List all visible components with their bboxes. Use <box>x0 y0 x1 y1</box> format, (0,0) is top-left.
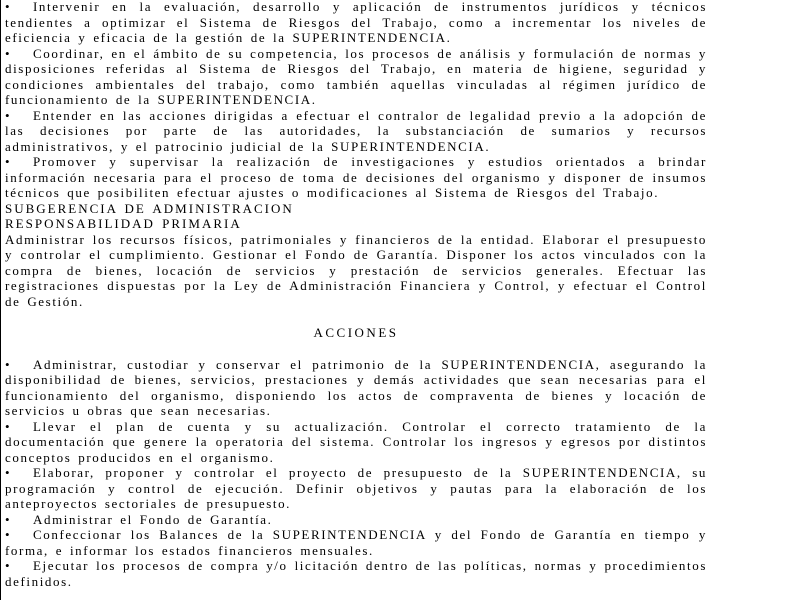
intro-item-text: Entender en las acciones dirigidas a efectuar el contralor de legalidad previo a la adopción de las decisiones por parte de las autoridades, la substanciación de sumarios y recursos administrativos, y el patrocinio judicial de la SUPERINTENDENCIA. <box>5 107 707 154</box>
accion-item-text: Administrar, custodiar y conservar el patrimonio de la SUPERINTENDENCIA, asegurando la disponibilidad de bienes, servicios, prestaciones y demás actividades que sean necesarias para el funcionamiento del organismo, disponiendo los actos de compraventa de bienes y locación de servicios u obras que sean necesarias. <box>5 356 707 418</box>
document-body <box>5 0 707 589</box>
bullet-icon: • <box>5 527 10 542</box>
bullet-icon: • <box>5 107 10 123</box>
accion-item <box>5 558 707 589</box>
bullet-icon: • <box>5 45 10 61</box>
accion-item-text: Confeccionar los Balances de la SUPERINTENDENCIA y del Fondo de Garantía en tiempo y forma, e informar los estados financieros mensuales. <box>5 527 707 558</box>
bullet-icon: • <box>5 0 10 14</box>
bullet-icon: • <box>5 465 10 480</box>
spacer <box>5 309 707 325</box>
subgerencia-heading: SUBGERENCIA DE ADMINISTRACION <box>5 200 294 216</box>
bullet-icon: • <box>5 418 10 434</box>
intro-item-text: Coordinar, en el ámbito de su competencia, los procesos de análisis y formulación de normas y disposiciones referidas al Sistema de Riesgos del Trabajo, en materia de higiene, seguridad y condiciones ambientales del trabajo, como también aquellas vinculadas al régimen jurídico de funcionamiento de la SUPERINTENDENCIA. <box>5 45 707 107</box>
accion-item <box>5 512 707 528</box>
accion-item <box>5 419 707 466</box>
intro-item <box>5 154 707 201</box>
accion-item <box>5 527 707 558</box>
accion-item-text: Administrar el Fondo de Garantía. <box>33 511 273 527</box>
intro-item-text: Promover y supervisar la realización de investigaciones y estudios orientados a brindar información necesaria para el proceso de toma de decisiones del organismo y disponer de insumos técnicos que posibiliten efectuar ajustes o modificaciones al Sistema de Riesgos del Trabajo. <box>5 154 707 200</box>
accion-item <box>5 465 707 512</box>
intro-item <box>5 0 707 46</box>
accion-item-text: Ejecutar los procesos de compra y/o licitación dentro de las políticas, normas y procedimientos definidos. <box>5 558 707 589</box>
bullet-icon: • <box>5 154 10 169</box>
accion-item-text: Llevar el plan de cuenta y su actualización. Controlar el correcto tratamiento de la documentación que genere la operatoria del sistema. Controlar los ingresos y egresos por distintos conceptos producidos en el organismo. <box>5 418 707 465</box>
responsabilidad-paragraph: Administrar los recursos físicos, patrimoniales y financieros de la entidad. Elaborar el presupuesto y controlar el cumplimiento. Gestionar el Fondo de Garantía. Disponer los actos vinculados con la compra de bienes, locación de servicios y prestación de servicios generales. Efectuar las registraciones dispuestas por la Ley de Administración Financiera y Control, y efectuar el Control de Gestión. <box>5 231 707 309</box>
spacer <box>5 341 707 357</box>
bullet-icon: • <box>5 356 10 372</box>
acciones-heading: ACCIONES <box>313 325 399 340</box>
accion-item <box>5 357 707 419</box>
accion-item-text: Elaborar, proponer y controlar el proyecto de presupuesto de la SUPERINTENDENCIA, su programación y control de ejecución. Definir objetivos y pautas para la elaboración de los anteproyectos sectoriales de presupuesto. <box>5 465 707 511</box>
bullet-icon: • <box>5 558 10 573</box>
bullet-icon: • <box>5 511 10 527</box>
intro-item <box>5 108 707 155</box>
responsabilidad-heading: RESPONSABILIDAD PRIMARIA <box>5 216 242 231</box>
intro-item <box>5 46 707 108</box>
intro-item-text: Intervenir en la evaluación, desarrollo y aplicación de instrumentos jurídicos y técnicos tendientes a optimizar el Sistema de Riesgos del Trabajo, como a incrementar los niveles de eficiencia y eficacia de la gestión de la SUPERINTENDENCIA. <box>5 0 707 45</box>
